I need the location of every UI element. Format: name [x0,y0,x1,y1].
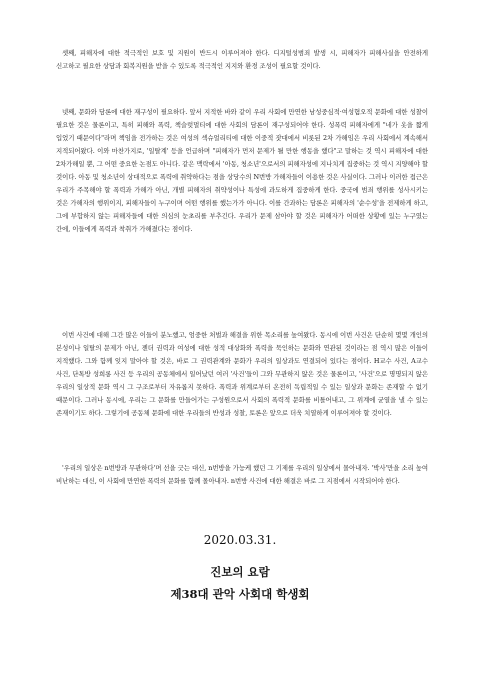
paragraph-third-point: 셋째, 피해자에 대한 적극적인 보호 및 지원이 반드시 이루어져야 한다. 디지털성범죄 발생 시, 피해자가 피해사실을 안전하게 신고하고 필요한 상담과 회복지원을 받을 수 있도록 적극적인 지지와 환경 조성이 필요할 것이다. [56,49,428,71]
paragraph-fourth-point: 넷째, 문화와 담론에 대한 재구성이 필요하다. 앞서 지적한 바와 같이 우리 사회에 만연한 남성중심적·여성혐오적 문화에 대한 성찰이 필요한 것은 물론이고, 특히 피해와 폭력, 책슬럿멀티에 대한 사회의 담론이 재구성되어야 한다. 성폭력 피해자에게 "네가 옷을 짧게 입었기 때문이다"라며 책임을 전가하는 것은 여성의 섹슈얼리티에 대한 이중적 잣대에서 비롯된 2차 가해임은 우리 사회에서 계속해서 지적되어왔다. 이와 마찬가지로, '일탈계' 등을 언급하며 "피해자가 먼저 문제가 될 만한 행동을 했다"고 말하는 것 역시 피해자에 대한 2차가해일 뿐, 그 어떤 중요한 논점도 아니다. 같은 맥락에서 '아동, 청소년'으로서의 피해자성에 지나치게 집중하는 것 역시 지양해야 할 것이다. 아동 및 청소년이 상대적으로 폭력에 취약하다는 점을 상당수의 N번방 가해자들이 이용한 것은 사실이다. 그러나 이러한 접근은 우리가 주목해야 할 폭력과 가해가 아닌, 개별 피해자의 취약성이나 특성에 과도하게 집중하게 한다. 중국에 범죄 행위를 성사시키는 것은 가해자의 행위이지, 피해자들이 누구이며 어떤 행위를 했는가가 아니다. 이를 간과하는 담론은 피해자의 '순수성'을 전제하게 하고, 그에 부합하지 않는 피해자들에 대한 의심의 눈초리를 부추긴다. 우리가 문제 삼아야 할 것은 피해자가 어떠한 상황에 있는 누구였는 간에, 이들에게 폭력과 착취가 가해졌다는 점이다. [56,108,428,233]
signature-date: 2020.03.31. [203,533,277,547]
paragraph-closing-call: '우리의 일상은 n번방과 무관하다'며 선을 긋는 대신, n번방을 가능케 했던 그 기제를 우리의 일상에서 몰아내자. '박사'만을 소리 높여 비난하는 대신, 이 사회에 만연한 폭력의 문화를 함께 몰아내자. n번방 사건에 대한 해결은 바로 그 지점에서 시작되어야 한다. [56,464,428,486]
paragraph-community-reflection: 이번 사건에 대해 그간 많은 이들이 분노했고, 엄중한 처벌과 해결을 위한 목소리를 높여왔다. 동시에 이번 사건은 단순히 몇몇 개인의 본성이나 일탈의 문제가 아닌, 젠더 권력과 여성에 대한 성적 대상화와 폭력을 묵인하는 문화와 연관된 것이라는 점 역시 많은 이들이 지적했다. 그와 함께 잊지 말아야 할 것은, 바로 그 권력관계와 문화가 우리의 일상과도 연결되어 있다는 점이다. H교수 사건, A교수 사건, 단톡방 성희롱 사건 등 우리의 공동체에서 일어났던 여러 '사건'들이 그와 무관하지 않은 것은 물론이고, '사건'으로 명명되지 않은 우리의 일상적 문화 역시 그 구조로부터 자유롭지 못하다. 폭력과 위계로부터 온전히 독립적일 수 있는 일상과 문화는 존재할 수 없기 때문이다. 그러나 동시에, 우리는 그 문화를 만들어가는 구성원으로서 사회의 폭력적 문화를 비틀어내고, 그 위계에 균열을 낼 수 있는 존재이기도 하다. 그렇기에 공동체 문화에 대한 우리들의 반성과 성찰, 토론은 앞으로 더욱 치열하게 이루어져야 할 것이다. [56,331,428,417]
signature-name: 제38대 관악 사회대 학생회 [170,587,310,601]
signature-organization: 진보의 요람 [210,565,270,579]
